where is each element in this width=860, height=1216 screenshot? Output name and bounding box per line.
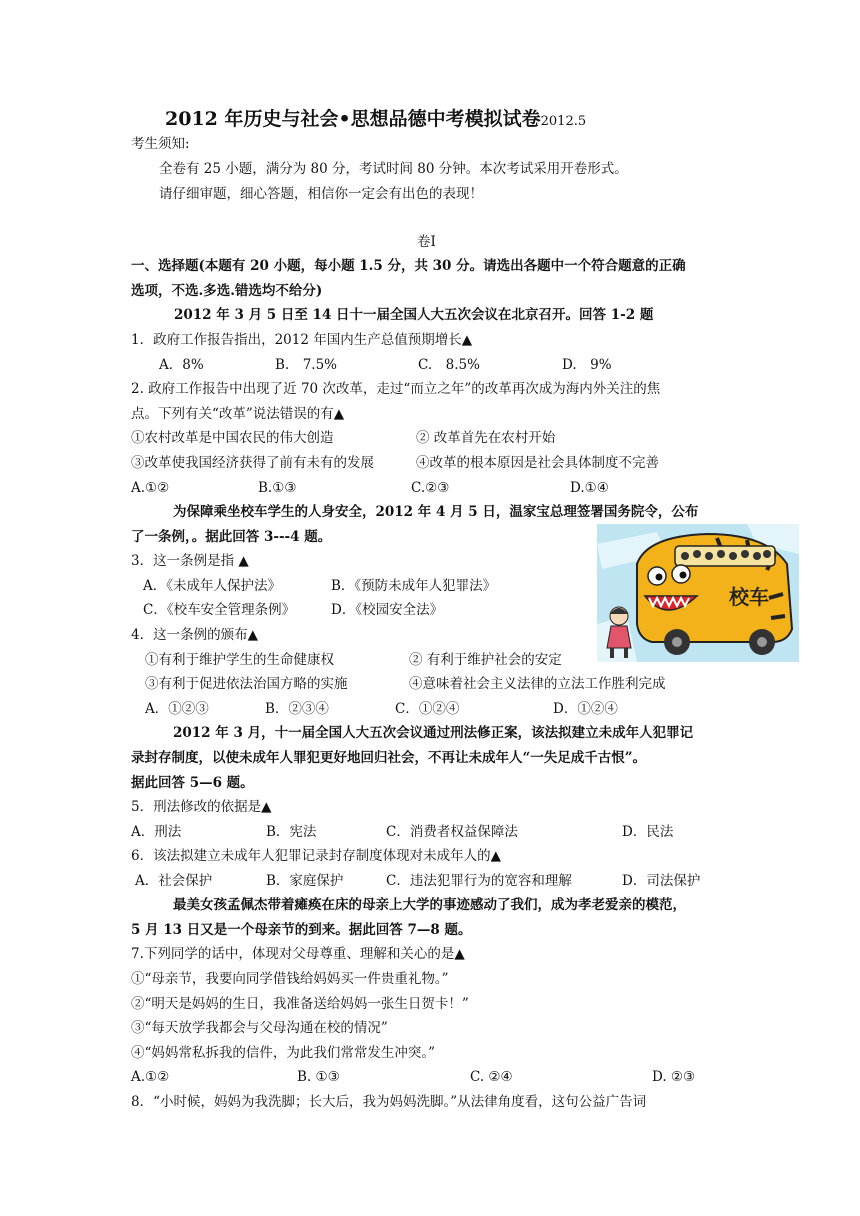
q6-option-c: C．违法犯罪行为的宽容和理解 <box>386 873 572 889</box>
volume-heading: 卷Ⅰ <box>417 234 436 250</box>
material-4-line-2: 5 月 13 日又是一个母亲节的到来。据此回答 7—8 题。 <box>131 922 472 938</box>
q2-option-b: B.①③ <box>258 480 297 496</box>
q4-option-b: B．②③④ <box>265 701 329 717</box>
q7-item-4: ④“妈妈常私拆我的信件，为此我们常常发生冲突。” <box>131 1045 436 1061</box>
material-3-line-3: 据此回答 5—6 题。 <box>131 775 254 791</box>
q2-item-4: ④改革的根本原因是社会具体制度不完善 <box>416 455 659 471</box>
q5-option-d: D．民法 <box>622 824 674 840</box>
material-3-line-1: 2012 年 3 月，十一届全国人大五次会议通过刑法修正案，该法拟建立未成年人犯罪记 <box>173 725 694 741</box>
q2-item-3: ③改革使我国经济获得了前有未有的发展 <box>131 455 374 471</box>
q7-option-c: C. ②④ <box>470 1069 513 1085</box>
q1-option-c: C. 8.5% <box>418 357 480 373</box>
q3-option-b: B．《预防未成年人犯罪法》 <box>331 578 497 594</box>
q2-stem-line-1: 2. 政府工作报告中出现了近 70 次改革，走过“而立之年”的改革再次成为海内外关注的焦 <box>131 381 661 397</box>
q1-option-b: B. 7.5% <box>275 357 338 373</box>
q2-item-1: ①农村改革是中国农民的伟大创造 <box>131 430 334 446</box>
material-4-line-1: 最美女孩孟佩杰带着瘫痪在床的母亲上大学的事迹感动了我们，成为孝老爱亲的模范， <box>173 897 686 913</box>
cartoon-label: 校车 <box>729 585 769 609</box>
q3-stem: 3．这一条例是指 ▲ <box>131 553 249 569</box>
notice-line-2: 请仔细审题，细心答题，相信你一定会有出色的表现！ <box>159 186 483 202</box>
q6-option-b: B．家庭保护 <box>266 873 344 889</box>
q6-option-a: A．社会保护 <box>135 873 213 889</box>
q2-option-d: D.①④ <box>570 480 609 496</box>
q7-option-d: D. ②③ <box>652 1069 696 1085</box>
q2-option-a: A.①② <box>131 480 170 496</box>
q7-option-a: A.①② <box>131 1069 170 1085</box>
title-text: 2012 年历史与社会•思想品德中考模拟试卷 <box>165 108 541 130</box>
q4-item-4: ④意味着社会主义法律的立法工作胜利完成 <box>409 676 666 692</box>
page-title <box>165 104 586 131</box>
q7-item-3: ③“每天放学我都会与父母沟通在校的情况” <box>131 1020 388 1036</box>
q4-item-3: ③有利于促进依法治国方略的实施 <box>145 676 348 692</box>
q7-stem: 7.下列同学的话中，体现对父母尊重、理解和关心的是▲ <box>131 946 465 962</box>
material-3-line-2: 录封存制度，以使未成年人罪犯更好地回归社会，不再让未成年人“一失足成千古恨”。 <box>131 750 647 766</box>
q1-option-a: A．8% <box>159 357 204 373</box>
q5-option-a: A．刑法 <box>131 824 182 840</box>
q4-option-d: D．①②④ <box>553 701 618 717</box>
q7-item-1: ①“母亲节，我要向同学借钱给妈妈买一件贵重礼物。” <box>131 971 449 987</box>
q1-stem: 1．政府工作报告指出，2012 年国内生产总值预期增长▲ <box>131 332 473 348</box>
q1-option-d: D. 9% <box>562 357 612 373</box>
notice-heading: 考生须知: <box>131 136 190 152</box>
title-date: 2012.5 <box>540 114 587 129</box>
q2-stem-line-2: 点。下列有关“改革”说法错误的有▲ <box>131 406 345 422</box>
q4-option-c: C．①②④ <box>395 701 460 717</box>
q5-stem: 5．刑法修改的依据是▲ <box>131 799 272 815</box>
q3-option-a: A．《未成年人保护法》 <box>143 578 281 594</box>
q4-stem: 4．这一条例的颁布▲ <box>131 627 258 643</box>
material-1: 2012 年 3 月 5 日至 14 日十一届全国人大五次会议在北京召开。回答 1-2 题 <box>174 307 654 323</box>
section-heading-line-2: 选项，不选.多选.错选均不给分) <box>131 283 323 299</box>
q8-stem: 8．“小时候，妈妈为我洗脚；长大后，我为妈妈洗脚。”从法律角度看，这句公益广告词 <box>131 1094 647 1110</box>
q6-option-d: D．司法保护 <box>622 873 701 889</box>
q3-option-c: C．《校车安全管理条例》 <box>143 602 296 618</box>
q6-stem: 6．该法拟建立未成年人犯罪记录封存制度体现对未成年人的▲ <box>131 848 501 864</box>
q2-item-2: ② 改革首先在农村开始 <box>416 430 556 446</box>
q5-option-b: B．宪法 <box>266 824 317 840</box>
cartoon-drawing <box>597 524 799 662</box>
q4-option-a: A．①②③ <box>145 701 209 717</box>
q4-item-1: ①有利于维护学生的生命健康权 <box>145 652 334 668</box>
q4-item-2: ② 有利于维护社会的安定 <box>409 652 562 668</box>
notice-line-1: 全卷有 25 小题，满分为 80 分，考试时间 80 分钟。本次考试采用开卷形式。 <box>159 161 628 177</box>
material-2-line-2: 了一条例，。据此回答 3---4 题。 <box>131 529 332 545</box>
q7-option-b: B. ①③ <box>297 1069 340 1085</box>
q3-option-d: D．《校园安全法》 <box>331 602 444 618</box>
material-2-line-1: 为保障乘坐校车学生的人身安全，2012 年 4 月 5 日，温家宝总理签署国务院令，公布 <box>173 504 699 520</box>
q2-option-c: C.②③ <box>411 480 450 496</box>
q5-option-c: C．消费者权益保障法 <box>386 824 518 840</box>
section-heading-line-1: 一、选择题(本题有 20 小题，每小题 1.5 分，共 30 分。请选出各题中一个符合题意的正确 <box>131 258 686 274</box>
q7-item-2: ②“明天是妈妈的生日，我准备送给妈妈一张生日贺卡！” <box>131 996 469 1012</box>
school-bus-tiger-cartoon <box>597 524 799 662</box>
